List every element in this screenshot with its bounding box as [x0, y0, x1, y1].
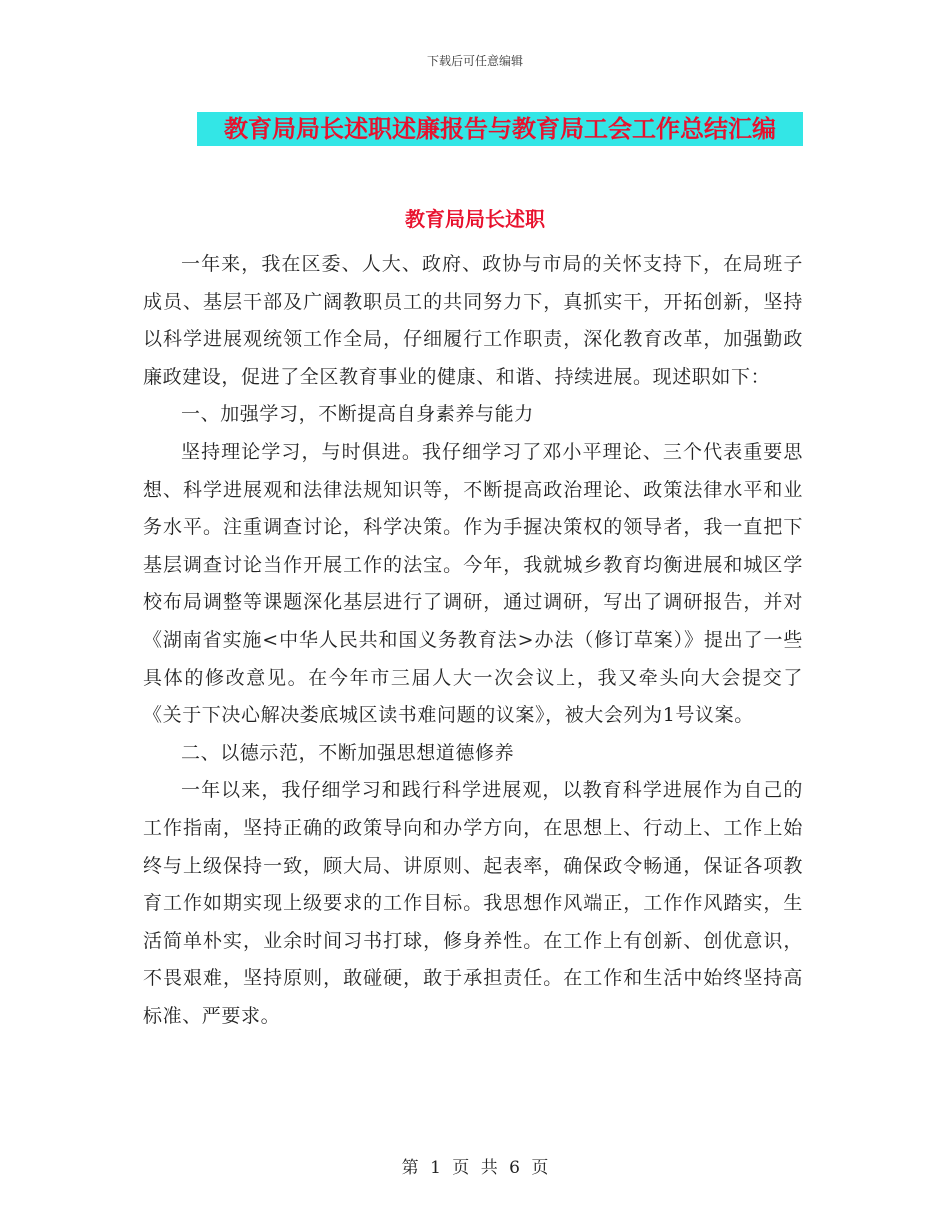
heading-morality: 二、以德示范，不断加强思想道德修养 — [181, 741, 515, 764]
header-note: 下载后可任意编辑 — [426, 54, 523, 68]
heading-study: 一、加强学习，不断提高自身素养与能力 — [181, 403, 534, 426]
page-number-footer: 第 1 页 共 6 页 — [401, 1158, 549, 1178]
paragraph-morality: 一年以来，我仔细学习和践行科学进展观，以教育科学进展作为自己的工作指南，坚持正确的政策导向和办学方向，在思想上、行动上、工作上始终与上级保持一致，顾大局、讲原则、起表率，确保政令畅通，保证各项教育工作如期实现上级要求的工作目标。我思想作风端正，工作作风踏实，生活简单朴实，业余时间习书打球，修身养性。在工作上有创新、创优意识，不畏艰难，坚持原则，敢碰硬，敢于承担责任。在工作和生活中始终坚持高标准、严要求。 — [143, 779, 803, 1027]
paragraph-study: 坚持理论学习，与时俱进。我仔细学习了邓小平理论、三个代表重要思想、科学进展观和法律法规知识等，不断提高政治理论、政策法律水平和业务水平。注重调查讨论，科学决策。作为手握决策权的领导者，我一直把下基层调查讨论当作开展工作的法宝。今年，我就城乡教育均衡进展和城区学校布局调整等课题深化基层进行了调研，通过调研，写出了调研报告，并对《湖南省实施<中华人民共和国义务教育法>办法（修订草案）》提出了一些具体的修改意见。在今年市三届人大一次会议上，我又牵头向大会提交了《关于下决心解决娄底城区读书难问题的议案》，被大会列为1号议案。 — [143, 440, 803, 727]
section-title: 教育局局长述职 — [405, 207, 545, 231]
main-title: 教育局局长述职述廉报告与教育局工会工作总结汇编 — [197, 112, 803, 146]
document-body — [143, 246, 803, 1035]
paragraph-intro: 一年来，我在区委、人大、政府、政协与市局的关怀支持下，在局班子成员、基层干部及广阔教职员工的共同努力下，真抓实干，开拓创新，坚持以科学进展观统领工作全局，仔细履行工作职责，深化教育改革，加强勤政廉政建设，促进了全区教育事业的健康、和谐、持续进展。现述职如下： — [143, 253, 803, 388]
